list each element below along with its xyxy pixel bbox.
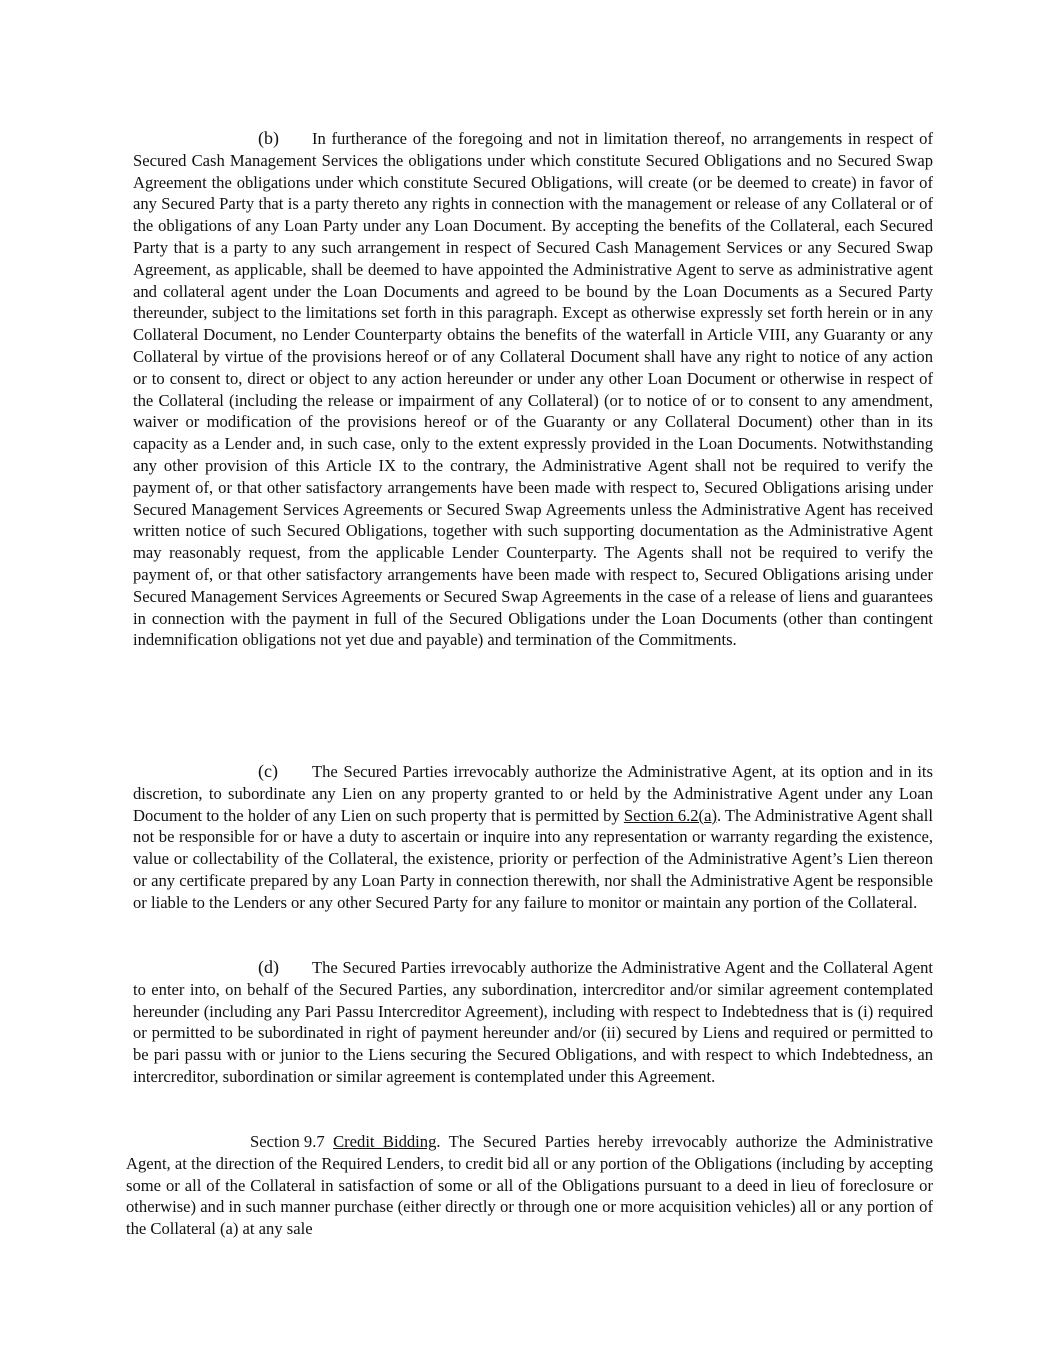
section-9-7-paragraph [126,1131,933,1240]
paragraph-c [133,761,933,914]
section-9-7-text: . The Secured Parties hereby irrevocably authorize the Administrative Agent, at the direction of the Required Lenders, to credit bid all or any portion of the Obligations (including by accepting some or all of the Collateral in satisfaction of some or all of the Obligations pursuant to a deed in lieu of foreclosure or otherwise) and in such manner purchase (either directly or through one or more acquisition vehicles) all or any portion of the Collateral (a) at any sale [126,1132,934,1239]
paragraph-d [133,957,933,1088]
section-9-7-number: Section 9.7 [250,1132,325,1151]
paragraph-d-text: The Secured Parties irrevocably authorize the Administrative Agent and the Collateral Agent to enter into, on behalf of the Secured Parties, any subordination, intercreditor and/or similar agreement contemplated hereunder (including any Pari Passu Intercreditor Agreement), including with respect to Indebtedness that is (i) required or permitted to be subordinated in right of payment hereunder and/or (ii) secured by Liens and required or permitted to be pari passu with or junior to the Liens securing the Secured Obligations, and with respect to which Indebtedness, an intercreditor, subordination or similar agreement is contemplated under this Agreement. [133,958,933,1086]
paragraph-c-text-before-link: The Secured Parties irrevocably authorize the Administrative Agent, at its option and in its discretion, to subordinate any Lien on any property granted to or held by the Administrative Agent under any Loan Document to the holder of any Lien on such property that is permitted by [133,762,933,825]
paragraph-b-marker: (b) [258,128,279,148]
paragraph-c-text-after-link: . The Administrative Agent shall not be responsible for or have a duty to ascertain or inquire into any representation or warranty regarding the existence, value or collectability of the Collateral, the existence, priority or perfection of the Administrative Agent’s Lien thereon or any certificate prepared by any Loan Party in connection therewith, nor shall the Administrative Agent be responsible or liable to the Lenders or any other Secured Party for any failure to monitor or maintain any portion of the Collateral. [133,805,933,912]
paragraph-c-marker: (c) [258,761,278,781]
paragraph-b-text: In furtherance of the foregoing and not in limitation thereof, no arrangements in respect of Secured Cash Management Services the obligations under which constitute Secured Obligations and no Secured Swap Agreement the obligations under which constitute Secured Obligations, will create (or be deemed to create) in favor of any Secured Party that is a party thereto any rights in connection with the management or release of any Collateral or of the obligations of any Loan Party under any Loan Document. By accepting the benefits of the Collateral, each Secured Party that is a party to any such arrangement in respect of Secured Cash Management Services or any Secured Swap Agreement, as applicable, shall be deemed to have appointed the Administrative Agent to serve as administrative agent and collateral agent under the Loan Documents and agreed to be bound by the Loan Documents as a Secured Party thereunder, subject to the limitations set forth in this paragraph. Except as otherwise expressly set forth herein or in any Collateral Document, no Lender Counterparty obtains the benefits of the waterfall in Article VIII, any Guaranty or any Collateral by virtue of the provisions hereof or of any Collateral Document shall have any right to notice of any action or to consent to, direct or object to any action hereunder or under any other Loan Document or otherwise in respect of the Collateral (including the release or impairment of any Collateral) (or to notice of or to consent to any amendment, waiver or modification of the provisions hereof or of the Guaranty or any Collateral Document) other than in its capacity as a Lender and, in such case, only to the extent expressly provided in the Loan Documents. Notwithstanding any other provision of this Article IX to the contrary, the Administrative Agent shall not be required to verify the payment of, or that other satisfactory arrangements have been made with respect to, Secured Obligations arising under Secured Management Services Agreements or Secured Swap Agreements unless the Administrative Agent has received written notice of such Secured Obligations, together with such supporting documentation as the Administrative Agent may reasonably request, from the applicable Lender Counterparty. The Agents shall not be required to verify the payment of, or that other satisfactory arrangements have been made with respect to, Secured Obligations arising under Secured Management Services Agreements or Secured Swap Agreements in the case of a release of liens and guarantees in connection with the payment in full of the Secured Obligations under the Loan Documents (other than contingent indemnification obligations not yet due and payable) and termination of the Commitments. [133,129,933,650]
section-9-7-heading: Credit Bidding [333,1132,437,1151]
paragraph-d-marker: (d) [258,957,279,977]
paragraph-b [133,128,933,651]
section-6-2a-reference: Section 6.2(a) [623,805,717,825]
